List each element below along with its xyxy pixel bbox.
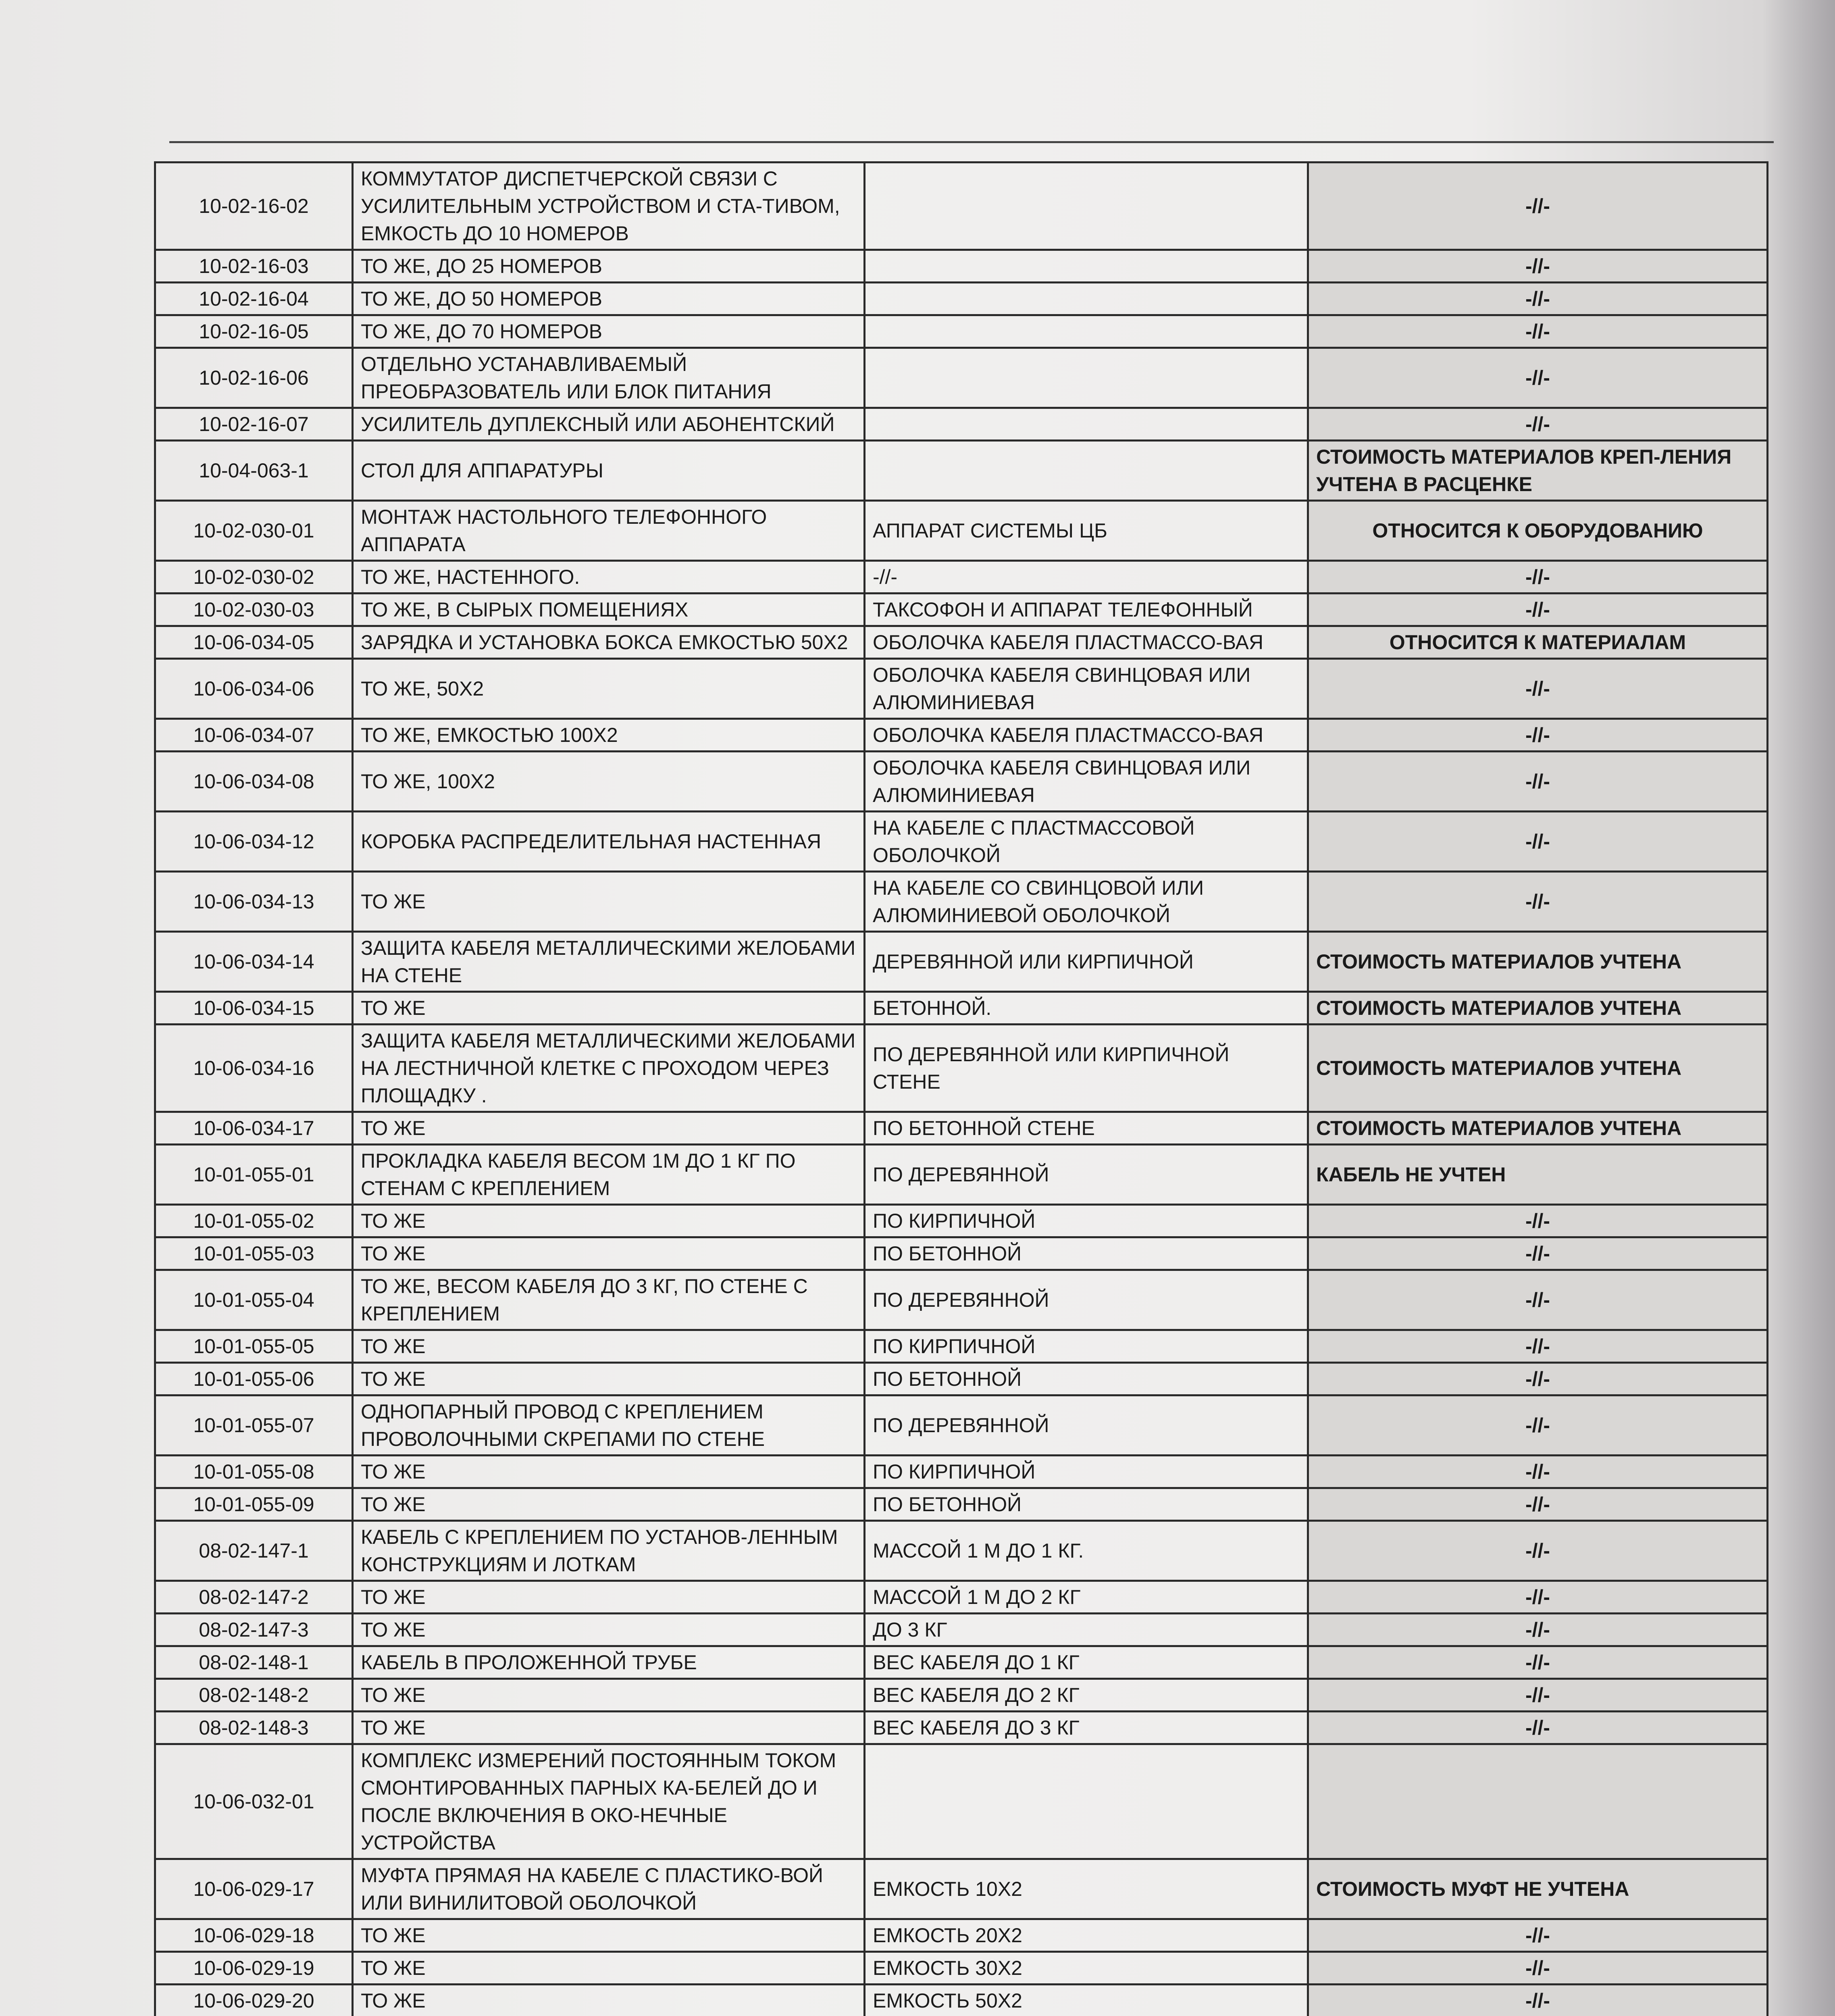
note-cell: СТОИМОСТЬ МАТЕРИАЛОВ КРЕП-ЛЕНИЯ УЧТЕНА В РАСЦЕНКЕ xyxy=(1308,441,1768,501)
rate-code-cell: 10-06-034-12 xyxy=(155,812,353,872)
note-cell: -//- xyxy=(1308,1456,1768,1488)
rate-code-cell: 10-06-029-20 xyxy=(155,1985,353,2016)
table-row xyxy=(155,812,1768,872)
note-cell: ОТНОСИТСЯ К ОБОРУДОВАНИЮ xyxy=(1308,501,1768,561)
work-name-cell: ТО ЖЕ, В СЫРЫХ ПОМЕЩЕНИЯХ xyxy=(353,594,865,626)
work-name-cell: ТО ЖЕ, ЕМКОСТЬЮ 100Х2 xyxy=(353,719,865,752)
rate-code-cell: 10-02-030-03 xyxy=(155,594,353,626)
note-cell: -//- xyxy=(1308,719,1768,752)
condition-cell: МАССОЙ 1 М ДО 2 КГ xyxy=(865,1581,1308,1614)
work-name-cell: ТО ЖЕ xyxy=(353,1679,865,1712)
condition-cell: ЕМКОСТЬ 30Х2 xyxy=(865,1952,1308,1985)
condition-cell: МАССОЙ 1 М ДО 1 КГ. xyxy=(865,1521,1308,1581)
table-row xyxy=(155,1205,1768,1237)
table-row xyxy=(155,659,1768,719)
table-row xyxy=(155,1395,1768,1456)
work-name-cell: ТО ЖЕ, ДО 25 НОМЕРОВ xyxy=(353,250,865,283)
condition-cell: АППАРАТ СИСТЕМЫ ЦБ xyxy=(865,501,1308,561)
note-cell: -//- xyxy=(1308,1488,1768,1521)
work-name-cell: ОДНОПАРНЫЙ ПРОВОД С КРЕПЛЕНИЕМ ПРОВОЛОЧНЫМИ СКРЕПАМИ ПО СТЕНЕ xyxy=(353,1395,865,1456)
work-name-cell: МУФТА ПРЯМАЯ НА КАБЕЛЕ С ПЛАСТИКО-ВОЙ ИЛИ ВИНИЛИТОВОЙ ОБОЛОЧКОЙ xyxy=(353,1859,865,1919)
table-row xyxy=(155,626,1768,659)
work-name-cell: ЗАЩИТА КАБЕЛЯ МЕТАЛЛИЧЕСКИМИ ЖЕЛОБАМИ НА ЛЕСТНИЧНОЙ КЛЕТКЕ С ПРОХОДОМ ЧЕРЕЗ ПЛОЩАДКУ . xyxy=(353,1025,865,1112)
work-name-cell: ТО ЖЕ xyxy=(353,1205,865,1237)
note-cell: -//- xyxy=(1308,812,1768,872)
table-row xyxy=(155,1581,1768,1614)
table-row xyxy=(155,1952,1768,1985)
table-row xyxy=(155,348,1768,408)
condition-cell: ВЕС КАБЕЛЯ ДО 2 КГ xyxy=(865,1679,1308,1712)
work-name-cell: ТО ЖЕ xyxy=(353,1581,865,1614)
note-cell: -//- xyxy=(1308,594,1768,626)
table-row xyxy=(155,1919,1768,1952)
note-cell: -//- xyxy=(1308,872,1768,932)
work-name-cell: ТО ЖЕ xyxy=(353,1985,865,2016)
rate-code-cell: 10-01-055-08 xyxy=(155,1456,353,1488)
table-row xyxy=(155,250,1768,283)
rate-code-cell: 10-01-055-04 xyxy=(155,1270,353,1330)
note-cell: -//- xyxy=(1308,315,1768,348)
condition-cell: ОБОЛОЧКА КАБЕЛЯ ПЛАСТМАССО-ВАЯ xyxy=(865,719,1308,752)
rate-code-cell: 08-02-148-3 xyxy=(155,1712,353,1744)
table-row xyxy=(155,1712,1768,1744)
note-cell: -//- xyxy=(1308,250,1768,283)
rate-code-cell: 10-01-055-03 xyxy=(155,1237,353,1270)
table-row xyxy=(155,1237,1768,1270)
table-row xyxy=(155,594,1768,626)
condition-cell: ЕМКОСТЬ 10Х2 xyxy=(865,1859,1308,1919)
table-row xyxy=(155,1112,1768,1145)
condition-cell: ПО КИРПИЧНОЙ xyxy=(865,1456,1308,1488)
table-row xyxy=(155,408,1768,441)
rate-code-cell: 10-01-055-07 xyxy=(155,1395,353,1456)
work-name-cell: ТО ЖЕ xyxy=(353,1112,865,1145)
condition-cell: ЕМКОСТЬ 20Х2 xyxy=(865,1919,1308,1952)
table-row xyxy=(155,992,1768,1025)
rate-code-cell: 10-06-029-17 xyxy=(155,1859,353,1919)
note-cell: -//- xyxy=(1308,1985,1768,2016)
note-cell: -//- xyxy=(1308,752,1768,812)
condition-cell: ПО БЕТОННОЙ xyxy=(865,1488,1308,1521)
table-row xyxy=(155,1985,1768,2016)
rates-table xyxy=(154,161,1768,2016)
note-cell: -//- xyxy=(1308,1646,1768,1679)
rate-code-cell: 10-06-034-13 xyxy=(155,872,353,932)
note-cell: -//- xyxy=(1308,659,1768,719)
table-row xyxy=(155,1859,1768,1919)
binding-shadow xyxy=(1762,0,1835,2016)
rate-code-cell: 10-06-034-08 xyxy=(155,752,353,812)
condition-cell: ПО БЕТОННОЙ xyxy=(865,1237,1308,1270)
table-row xyxy=(155,752,1768,812)
work-name-cell: КОМПЛЕКС ИЗМЕРЕНИЙ ПОСТОЯННЫМ ТОКОМ СМОНТИРОВАННЫХ ПАРНЫХ КА-БЕЛЕЙ ДО И ПОСЛЕ ВКЛЮЧЕНИЯ В ОКО-НЕЧНЫЕ УСТРОЙСТВА xyxy=(353,1744,865,1859)
rate-code-cell: 10-01-055-02 xyxy=(155,1205,353,1237)
rate-code-cell: 08-02-148-2 xyxy=(155,1679,353,1712)
condition-cell: ПО БЕТОННОЙ xyxy=(865,1363,1308,1395)
work-name-cell: ТО ЖЕ, 100Х2 xyxy=(353,752,865,812)
work-name-cell: ТО ЖЕ, ВЕСОМ КАБЕЛЯ ДО 3 КГ, ПО СТЕНЕ С КРЕПЛЕНИЕМ xyxy=(353,1270,865,1330)
table-row xyxy=(155,1330,1768,1363)
note-cell: -//- xyxy=(1308,1712,1768,1744)
note-cell: КАБЕЛЬ НЕ УЧТЕН xyxy=(1308,1145,1768,1205)
note-cell: -//- xyxy=(1308,162,1768,250)
condition-cell xyxy=(865,441,1308,501)
rate-code-cell: 10-02-16-04 xyxy=(155,283,353,315)
table-row xyxy=(155,315,1768,348)
rate-code-cell: 10-06-034-05 xyxy=(155,626,353,659)
table-row xyxy=(155,719,1768,752)
rate-code-cell: 10-02-16-05 xyxy=(155,315,353,348)
note-cell: -//- xyxy=(1308,1521,1768,1581)
work-name-cell: ТО ЖЕ, ДО 70 НОМЕРОВ xyxy=(353,315,865,348)
note-cell: -//- xyxy=(1308,561,1768,594)
rate-code-cell: 10-02-16-03 xyxy=(155,250,353,283)
table-row xyxy=(155,1679,1768,1712)
note-cell: СТОИМОСТЬ МАТЕРИАЛОВ УЧТЕНА xyxy=(1308,1025,1768,1112)
rates-table-body xyxy=(155,162,1768,2016)
condition-cell xyxy=(865,408,1308,441)
condition-cell: ДЕРЕВЯННОЙ ИЛИ КИРПИЧНОЙ xyxy=(865,932,1308,992)
work-name-cell: УСИЛИТЕЛЬ ДУПЛЕКСНЫЙ ИЛИ АБОНЕНТСКИЙ xyxy=(353,408,865,441)
condition-cell xyxy=(865,315,1308,348)
table-row xyxy=(155,1363,1768,1395)
note-cell: -//- xyxy=(1308,348,1768,408)
rate-code-cell: 08-02-147-1 xyxy=(155,1521,353,1581)
work-name-cell: ТО ЖЕ xyxy=(353,1712,865,1744)
rate-code-cell: 10-01-055-09 xyxy=(155,1488,353,1521)
note-cell: СТОИМОСТЬ МАТЕРИАЛОВ УЧТЕНА xyxy=(1308,932,1768,992)
note-cell xyxy=(1308,1744,1768,1859)
table-row xyxy=(155,872,1768,932)
work-name-cell: КАБЕЛЬ В ПРОЛОЖЕННОЙ ТРУБЕ xyxy=(353,1646,865,1679)
rate-code-cell: 10-06-034-16 xyxy=(155,1025,353,1112)
work-name-cell: ТО ЖЕ, ДО 50 НОМЕРОВ xyxy=(353,283,865,315)
table-row xyxy=(155,1270,1768,1330)
rate-code-cell: 10-06-034-17 xyxy=(155,1112,353,1145)
note-cell: ОТНОСИТСЯ К МАТЕРИАЛАМ xyxy=(1308,626,1768,659)
table-row xyxy=(155,501,1768,561)
condition-cell: ПО БЕТОННОЙ СТЕНЕ xyxy=(865,1112,1308,1145)
work-name-cell: ОТДЕЛЬНО УСТАНАВЛИВАЕМЫЙ ПРЕОБРАЗОВАТЕЛЬ ИЛИ БЛОК ПИТАНИЯ xyxy=(353,348,865,408)
note-cell: -//- xyxy=(1308,1205,1768,1237)
rate-code-cell: 10-01-055-05 xyxy=(155,1330,353,1363)
work-name-cell: ТО ЖЕ xyxy=(353,872,865,932)
rate-code-cell: 10-06-034-07 xyxy=(155,719,353,752)
rate-code-cell: 10-06-029-18 xyxy=(155,1919,353,1952)
work-name-cell: ЗАЩИТА КАБЕЛЯ МЕТАЛЛИЧЕСКИМИ ЖЕЛОБАМИ НА СТЕНЕ xyxy=(353,932,865,992)
condition-cell: ЕМКОСТЬ 50Х2 xyxy=(865,1985,1308,2016)
rate-code-cell: 10-02-16-06 xyxy=(155,348,353,408)
rate-code-cell: 08-02-147-2 xyxy=(155,1581,353,1614)
note-cell: СТОИМОСТЬ МУФТ НЕ УЧТЕНА xyxy=(1308,1859,1768,1919)
condition-cell: НА КАБЕЛЕ СО СВИНЦОВОЙ ИЛИ АЛЮМИНИЕВОЙ ОБОЛОЧКОЙ xyxy=(865,872,1308,932)
condition-cell: ПО ДЕРЕВЯННОЙ xyxy=(865,1270,1308,1330)
table-row xyxy=(155,283,1768,315)
work-name-cell: ТО ЖЕ xyxy=(353,1330,865,1363)
condition-cell xyxy=(865,1744,1308,1859)
note-cell: СТОИМОСТЬ МАТЕРИАЛОВ УЧТЕНА xyxy=(1308,1112,1768,1145)
rate-code-cell: 10-06-032-01 xyxy=(155,1744,353,1859)
note-cell: -//- xyxy=(1308,1330,1768,1363)
table-row xyxy=(155,1646,1768,1679)
rate-code-cell: 10-01-055-01 xyxy=(155,1145,353,1205)
work-name-cell: ТО ЖЕ, 50Х2 xyxy=(353,659,865,719)
rate-code-cell: 10-02-16-07 xyxy=(155,408,353,441)
note-cell: -//- xyxy=(1308,1952,1768,1985)
condition-cell xyxy=(865,283,1308,315)
condition-cell: ПО КИРПИЧНОЙ xyxy=(865,1205,1308,1237)
condition-cell: БЕТОННОЙ. xyxy=(865,992,1308,1025)
work-name-cell: КОММУТАТОР ДИСПЕТЧЕРСКОЙ СВЯЗИ С УСИЛИТЕЛЬНЫМ УСТРОЙСТВОМ И СТА-ТИВОМ, ЕМКОСТЬ ДО 10 НОМЕРОВ xyxy=(353,162,865,250)
work-name-cell: ТО ЖЕ xyxy=(353,1614,865,1646)
condition-cell: ПО ДЕРЕВЯННОЙ ИЛИ КИРПИЧНОЙ СТЕНЕ xyxy=(865,1025,1308,1112)
note-cell: -//- xyxy=(1308,1395,1768,1456)
table-row xyxy=(155,1521,1768,1581)
note-cell: -//- xyxy=(1308,1237,1768,1270)
work-name-cell: КАБЕЛЬ С КРЕПЛЕНИЕМ ПО УСТАНОВ-ЛЕННЫМ КОНСТРУКЦИЯМ И ЛОТКАМ xyxy=(353,1521,865,1581)
note-cell: СТОИМОСТЬ МАТЕРИАЛОВ УЧТЕНА xyxy=(1308,992,1768,1025)
note-cell: -//- xyxy=(1308,1679,1768,1712)
table-row xyxy=(155,1744,1768,1859)
note-cell: -//- xyxy=(1308,1363,1768,1395)
condition-cell: ПО ДЕРЕВЯННОЙ xyxy=(865,1395,1308,1456)
rate-code-cell: 10-01-055-06 xyxy=(155,1363,353,1395)
condition-cell: ТАКСОФОН И АППАРАТ ТЕЛЕФОННЫЙ xyxy=(865,594,1308,626)
note-cell: -//- xyxy=(1308,408,1768,441)
condition-cell: ОБОЛОЧКА КАБЕЛЯ СВИНЦОВАЯ ИЛИ АЛЮМИНИЕВАЯ xyxy=(865,659,1308,719)
work-name-cell: ЗАРЯДКА И УСТАНОВКА БОКСА ЕМКОСТЬЮ 50Х2 xyxy=(353,626,865,659)
rate-code-cell: 10-02-030-02 xyxy=(155,561,353,594)
rate-code-cell: 08-02-148-1 xyxy=(155,1646,353,1679)
table-row xyxy=(155,1614,1768,1646)
table-row xyxy=(155,561,1768,594)
rate-code-cell: 10-06-034-15 xyxy=(155,992,353,1025)
rate-code-cell: 08-02-147-3 xyxy=(155,1614,353,1646)
work-name-cell: ТО ЖЕ xyxy=(353,1952,865,1985)
condition-cell: ДО 3 КГ xyxy=(865,1614,1308,1646)
note-cell: -//- xyxy=(1308,1270,1768,1330)
work-name-cell: ТО ЖЕ xyxy=(353,1919,865,1952)
table-row xyxy=(155,932,1768,992)
work-name-cell: ТО ЖЕ xyxy=(353,1488,865,1521)
condition-cell: ПО КИРПИЧНОЙ xyxy=(865,1330,1308,1363)
condition-cell: НА КАБЕЛЕ С ПЛАСТМАССОВОЙ ОБОЛОЧКОЙ xyxy=(865,812,1308,872)
rate-code-cell: 10-02-16-02 xyxy=(155,162,353,250)
work-name-cell: ТО ЖЕ xyxy=(353,992,865,1025)
work-name-cell: СТОЛ ДЛЯ АППАРАТУРЫ xyxy=(353,441,865,501)
work-name-cell: ПРОКЛАДКА КАБЕЛЯ ВЕСОМ 1М ДО 1 КГ ПО СТЕНАМ С КРЕПЛЕНИЕМ xyxy=(353,1145,865,1205)
rate-code-cell: 10-04-063-1 xyxy=(155,441,353,501)
condition-cell: ВЕС КАБЕЛЯ ДО 1 КГ xyxy=(865,1646,1308,1679)
work-name-cell: МОНТАЖ НАСТОЛЬНОГО ТЕЛЕФОННОГО АППАРАТА xyxy=(353,501,865,561)
work-name-cell: ТО ЖЕ xyxy=(353,1363,865,1395)
condition-cell: ВЕС КАБЕЛЯ ДО 3 КГ xyxy=(865,1712,1308,1744)
rate-code-cell: 10-06-034-14 xyxy=(155,932,353,992)
note-cell: -//- xyxy=(1308,1581,1768,1614)
rate-code-cell: 10-06-034-06 xyxy=(155,659,353,719)
table-row xyxy=(155,1145,1768,1205)
table-row xyxy=(155,162,1768,250)
condition-cell: ОБОЛОЧКА КАБЕЛЯ СВИНЦОВАЯ ИЛИ АЛЮМИНИЕВАЯ xyxy=(865,752,1308,812)
rate-code-cell: 10-06-029-19 xyxy=(155,1952,353,1985)
rate-code-cell: 10-02-030-01 xyxy=(155,501,353,561)
work-name-cell: КОРОБКА РАСПРЕДЕЛИТЕЛЬНАЯ НАСТЕННАЯ xyxy=(353,812,865,872)
condition-cell xyxy=(865,348,1308,408)
table-row xyxy=(155,1025,1768,1112)
table-row xyxy=(155,1456,1768,1488)
condition-cell xyxy=(865,250,1308,283)
condition-cell: ОБОЛОЧКА КАБЕЛЯ ПЛАСТМАССО-ВАЯ xyxy=(865,626,1308,659)
work-name-cell: ТО ЖЕ xyxy=(353,1237,865,1270)
condition-cell: -//- xyxy=(865,561,1308,594)
table-row xyxy=(155,441,1768,501)
header-rule xyxy=(169,141,1774,143)
condition-cell xyxy=(865,162,1308,250)
table-row xyxy=(155,1488,1768,1521)
work-name-cell: ТО ЖЕ xyxy=(353,1456,865,1488)
note-cell: -//- xyxy=(1308,1919,1768,1952)
work-name-cell: ТО ЖЕ, НАСТЕННОГО. xyxy=(353,561,865,594)
note-cell: -//- xyxy=(1308,1614,1768,1646)
note-cell: -//- xyxy=(1308,283,1768,315)
condition-cell: ПО ДЕРЕВЯННОЙ xyxy=(865,1145,1308,1205)
